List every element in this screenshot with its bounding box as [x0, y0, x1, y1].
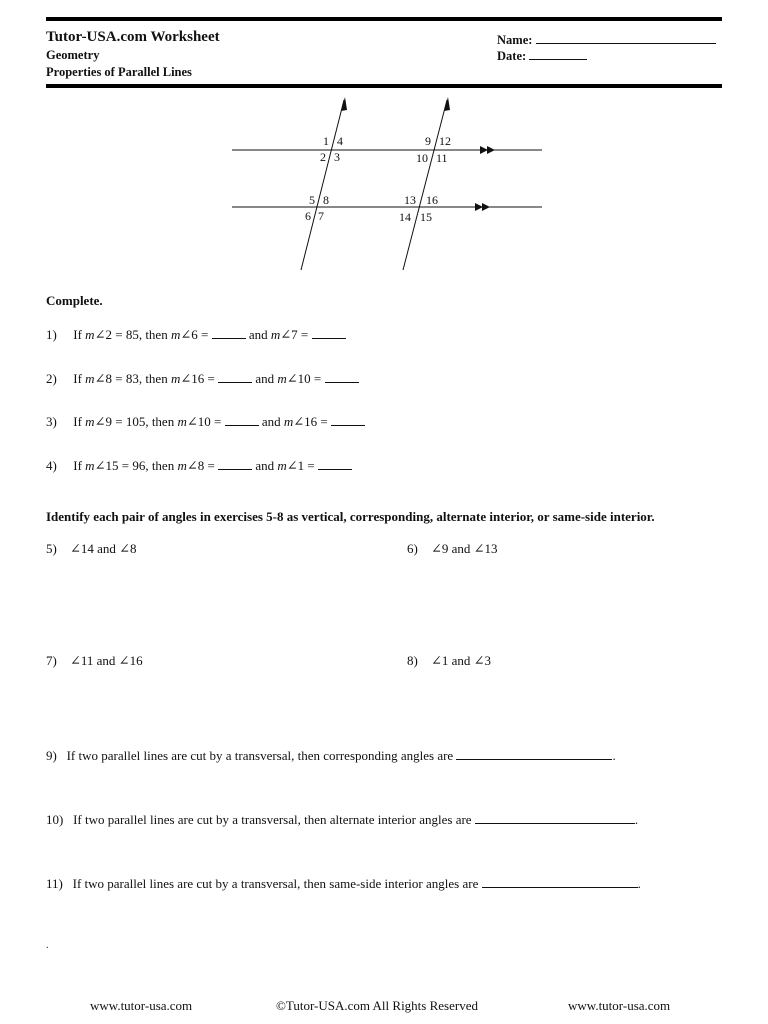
arrow-icon — [475, 203, 483, 211]
arrow-icon — [487, 146, 495, 154]
angle-label: 3 — [334, 150, 340, 164]
topic-label: Properties of Parallel Lines — [46, 65, 192, 79]
answer-blank[interactable] — [325, 372, 359, 383]
identify-instructions: Identify each pair of angles in exercises 5-8 as vertical, corresponding, alternate interior, or same-side interior. — [46, 509, 655, 524]
footer-link-right[interactable]: www.tutor-usa.com — [568, 998, 671, 1013]
transversal-right — [403, 100, 447, 270]
arrow-icon — [341, 97, 347, 111]
footer-link-left[interactable]: www.tutor-usa.com — [90, 998, 193, 1013]
answer-blank[interactable] — [475, 813, 635, 824]
parallel-lines-diagram — [220, 95, 550, 275]
complete-heading: Complete. — [46, 293, 103, 308]
name-blank[interactable] — [536, 32, 716, 44]
name-label: Name: — [497, 33, 533, 47]
arrow-icon — [480, 146, 488, 154]
complete-item-4: 4) If m∠15 = 96, then m∠8 = and m∠1 = — [46, 458, 352, 474]
subject-label: Geometry — [46, 48, 100, 62]
angle-label: 2 — [320, 150, 326, 164]
complete-item-3: 3) If m∠9 = 105, then m∠10 = and m∠16 = — [46, 414, 365, 430]
stray-mark: . — [46, 940, 49, 951]
pair-item-5: 5) ∠14 and ∠8 — [46, 541, 137, 556]
answer-blank[interactable] — [218, 459, 252, 470]
answer-blank[interactable] — [456, 749, 612, 760]
angle-label: 13 — [404, 193, 416, 207]
angle-label: 5 — [309, 193, 315, 207]
fill-item-10: 10) If two parallel lines are cut by a transversal, then alternate interior angles are . — [46, 812, 639, 827]
angle-label: 6 — [305, 209, 311, 223]
header-top-rule — [46, 17, 722, 21]
angle-label: 7 — [318, 209, 324, 223]
complete-item-2: 2) If m∠8 = 83, then m∠16 = and m∠10 = — [46, 371, 359, 387]
fill-item-11: 11) If two parallel lines are cut by a transversal, then same-side interior angles are . — [46, 876, 641, 891]
date-field — [497, 48, 587, 64]
angle-label: 4 — [337, 134, 343, 148]
angle-label: 11 — [436, 151, 448, 165]
pair-item-6: 6) ∠9 and ∠13 — [407, 541, 498, 556]
angle-label: 9 — [425, 134, 431, 148]
answer-blank[interactable] — [482, 877, 638, 888]
angle-label: 14 — [399, 210, 411, 224]
pair-item-7: 7) ∠11 and ∠16 — [46, 653, 143, 668]
answer-blank[interactable] — [225, 415, 259, 426]
arrow-icon — [482, 203, 490, 211]
worksheet-title: Tutor-USA.com Worksheet — [46, 29, 220, 45]
angle-label: 8 — [323, 193, 329, 207]
header-bottom-rule — [46, 84, 722, 88]
transversal-left — [301, 100, 344, 270]
angle-label: 1 — [323, 134, 329, 148]
pair-item-8: 8) ∠1 and ∠3 — [407, 653, 492, 668]
complete-item-1: 1) If m∠2 = 85, then m∠6 = and m∠7 = — [46, 327, 346, 343]
name-field — [497, 32, 716, 48]
answer-blank[interactable] — [312, 328, 346, 339]
answer-blank[interactable] — [318, 459, 352, 470]
footer-copyright: ©Tutor-USA.com All Rights Reserved — [276, 998, 478, 1013]
date-blank[interactable] — [529, 48, 587, 60]
angle-label: 16 — [426, 193, 438, 207]
answer-blank[interactable] — [212, 328, 246, 339]
fill-item-9: 9) If two parallel lines are cut by a transversal, then corresponding angles are . — [46, 748, 616, 763]
angle-label: 12 — [439, 134, 451, 148]
angle-label: 10 — [416, 151, 428, 165]
angle-label: 15 — [420, 210, 432, 224]
answer-blank[interactable] — [331, 415, 365, 426]
answer-blank[interactable] — [218, 372, 252, 383]
arrow-icon — [444, 97, 450, 111]
date-label: Date: — [497, 49, 527, 63]
